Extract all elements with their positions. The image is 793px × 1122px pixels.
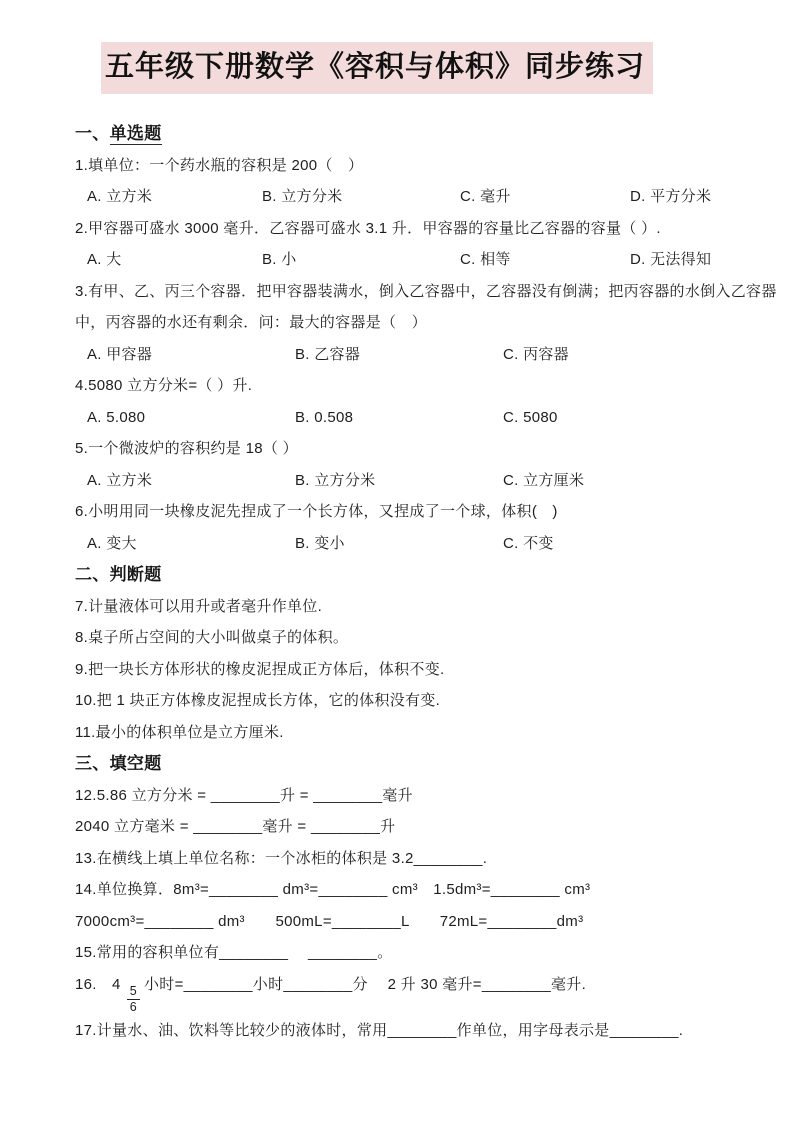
question-3-option-a: A. 甲容器 xyxy=(87,345,153,363)
fraction-numerator: 5 xyxy=(127,985,140,1001)
section-heading-multiple-choice xyxy=(75,118,725,150)
question-8-text: 8.桌子所占空间的大小叫做桌子的体积。 xyxy=(75,629,349,646)
question-11-text: 11.最小的体积单位是立方厘米. xyxy=(75,723,284,741)
question-1-option-d: D. 平方分米 xyxy=(630,188,712,205)
question-6-option-b: B. 变小 xyxy=(295,534,345,552)
question-6-option-a: A. 变大 xyxy=(87,534,137,552)
worksheet-content xyxy=(75,118,777,1047)
question-2-options xyxy=(75,244,725,276)
question-4-option-b: B. 0.508 xyxy=(295,408,354,426)
question-5-option-b: B. 立方分米 xyxy=(295,471,376,489)
section-heading-prefix: 一、 xyxy=(75,124,110,143)
question-16-text xyxy=(75,969,725,1016)
question-3-option-c: C. 丙容器 xyxy=(503,345,569,363)
question-6-option-c: C. 不变 xyxy=(503,534,554,552)
question-1-option-c: C. 毫升 xyxy=(460,188,511,205)
question-3-text-line1: 3.有甲、乙、丙三个容器．把甲容器装满水，倒入乙容器中，乙容器没有倒满；把丙容器的水倒入乙容器 xyxy=(75,282,777,300)
question-17-text: 17.计量水、油、饮料等比较少的液体时，常用________作单位，用字母表示是________. xyxy=(75,1022,684,1039)
question-5-options xyxy=(75,465,725,497)
section-heading-label: 单选题 xyxy=(109,124,162,143)
question-2-option-b: B. 小 xyxy=(262,251,297,268)
question-2-option-d: D. 无法得知 xyxy=(630,251,712,268)
question-6-options xyxy=(75,528,725,560)
question-6-text: 6.小明用同一块橡皮泥先捏成了一个长方体，又捏成了一个球，体积( ) xyxy=(75,503,558,520)
question-5-text: 5.一个微波炉的容积约是 18（ ） xyxy=(75,440,298,457)
section-heading-true-false: 二、判断题 xyxy=(75,565,162,584)
question-1-options xyxy=(75,181,725,213)
question-2-option-c: C. 相等 xyxy=(460,251,511,268)
title-row xyxy=(101,42,725,94)
question-4-option-a: A. 5.080 xyxy=(87,408,146,426)
question-1-text: 1.填单位：一个药水瓶的容积是 200（ ） xyxy=(75,156,364,174)
question-7-text: 7.计量液体可以用升或者毫升作单位. xyxy=(75,597,323,615)
question-14-text-line1: 14.单位换算．8m³=________ dm³=________ cm³ 1.5dm³=________ cm³ xyxy=(75,881,591,898)
fraction-denominator: 6 xyxy=(129,1000,137,1015)
question-13-text: 13.在横线上填上单位名称：一个冰柜的体积是 3.2________. xyxy=(75,849,488,867)
question-16-suffix: 小时=________小时________分 2 升 30 毫升=________毫升. xyxy=(143,975,587,993)
question-5-option-c: C. 立方厘米 xyxy=(503,471,585,489)
question-15-text: 15.常用的容积单位有________ ________。 xyxy=(75,944,393,961)
question-4-options xyxy=(75,402,725,434)
question-9-text: 9.把一块长方体形状的橡皮泥捏成正方体后，体积不变. xyxy=(75,660,445,678)
question-4-text: 4.5080 立方分米=（ ）升. xyxy=(75,377,253,394)
question-2-option-a: A. 大 xyxy=(87,251,122,268)
section-heading-fill-blank: 三、填空题 xyxy=(75,754,162,773)
question-1-option-b: B. 立方分米 xyxy=(262,188,343,205)
question-3-options xyxy=(75,339,725,371)
question-12-text-line1: 12.5.86 立方分米 = ________升 = ________毫升 xyxy=(75,786,413,804)
question-1-option-a: A. 立方米 xyxy=(87,188,153,205)
fraction-five-sixths xyxy=(127,985,140,1016)
question-14-text-line2: 7000cm³=________ dm³ 500mL=________L 72mL=________dm³ xyxy=(75,912,584,930)
question-16-prefix: 16. 4 xyxy=(75,975,121,993)
question-2-text: 2.甲容器可盛水 3000 毫升．乙容器可盛水 3.1 升．甲容器的容量比乙容器的容量（ ）. xyxy=(75,219,661,237)
question-10-text: 10.把 1 块正方体橡皮泥捏成长方体，它的体积没有变. xyxy=(75,692,441,709)
question-3-text-line2: 中，丙容器的水还有剩余．问：最大的容器是（ ） xyxy=(75,314,427,331)
page-title: 五年级下册数学《容积与体积》同步练习 xyxy=(101,42,653,94)
question-4-option-c: C. 5080 xyxy=(503,408,558,426)
question-12-text-line2: 2040 立方毫米 = ________毫升 = ________升 xyxy=(75,818,396,835)
question-3-option-b: B. 乙容器 xyxy=(295,345,361,363)
question-5-option-a: A. 立方米 xyxy=(87,471,153,489)
